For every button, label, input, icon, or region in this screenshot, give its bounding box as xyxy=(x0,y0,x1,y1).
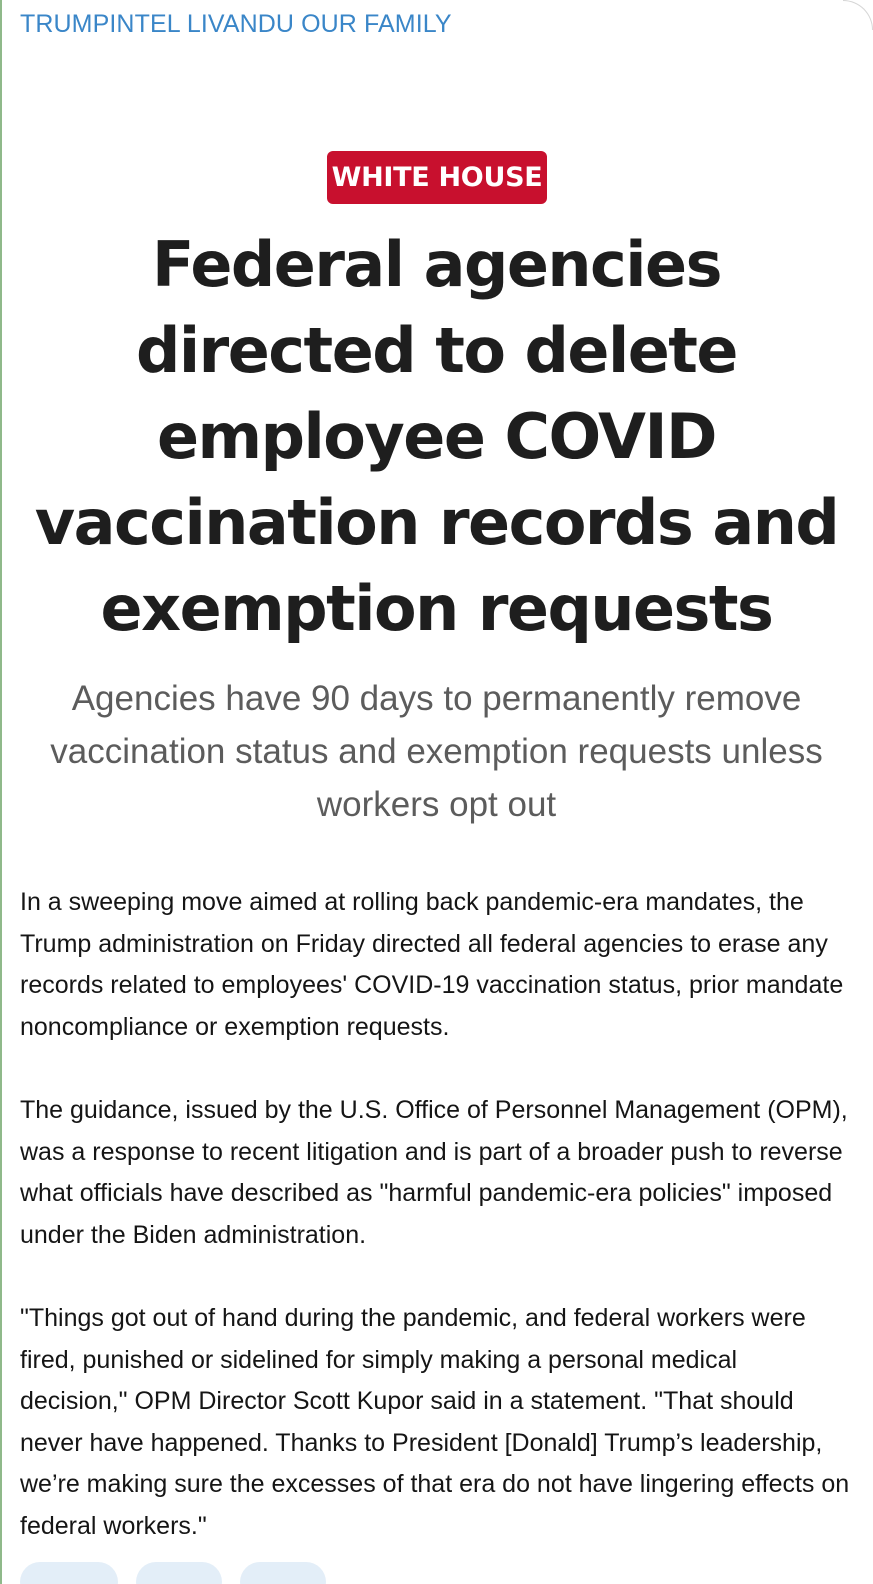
reaction-pill[interactable] xyxy=(240,1562,326,1584)
reaction-pill[interactable] xyxy=(20,1562,118,1584)
article-paragraph: In a sweeping move aimed at rolling back pandemic-era mandates, the Trump administration on Friday directed all federal agencies to erase any records related to employees' COVID-19 vaccination status, prior mandate noncompliance or exemption requests. xyxy=(20,888,844,1041)
article-image[interactable] xyxy=(0,140,873,840)
message-text xyxy=(20,882,850,1584)
article-paragraph: "Things got out of hand during the pandemic, and federal workers were fired, punished or sidelined for simply making a personal medical decision," OPM Director Scott Kupor said in a statement. "That should never have happened. Thanks to President [Donald] Trump’s leadership, we’re making sure the excesses of that era do not have lingering effects on federal workers." xyxy=(20,1303,850,1540)
section-tag-badge: WHITE HOUSE xyxy=(327,151,547,204)
reaction-pill[interactable] xyxy=(136,1562,222,1584)
article-subheadline: Agencies have 90 days to permanently remove vaccination status and exemption requests unless workers opt out xyxy=(50,679,823,824)
article-paragraph: The guidance, issued by the U.S. Office of Personnel Management (OPM), was a response to recent litigation and is part of a broader push to reverse what officials have described as "harmful pandemic-era policies" imposed under the Biden administration. xyxy=(20,1095,848,1249)
message-bubble-corner xyxy=(843,0,873,30)
channel-name-link[interactable]: TRUMPINTEL LIVANDU OUR FAMILY xyxy=(20,10,452,38)
article-headline: Federal agencies directed to delete employee COVID vaccination records and exemption requests xyxy=(34,228,839,645)
